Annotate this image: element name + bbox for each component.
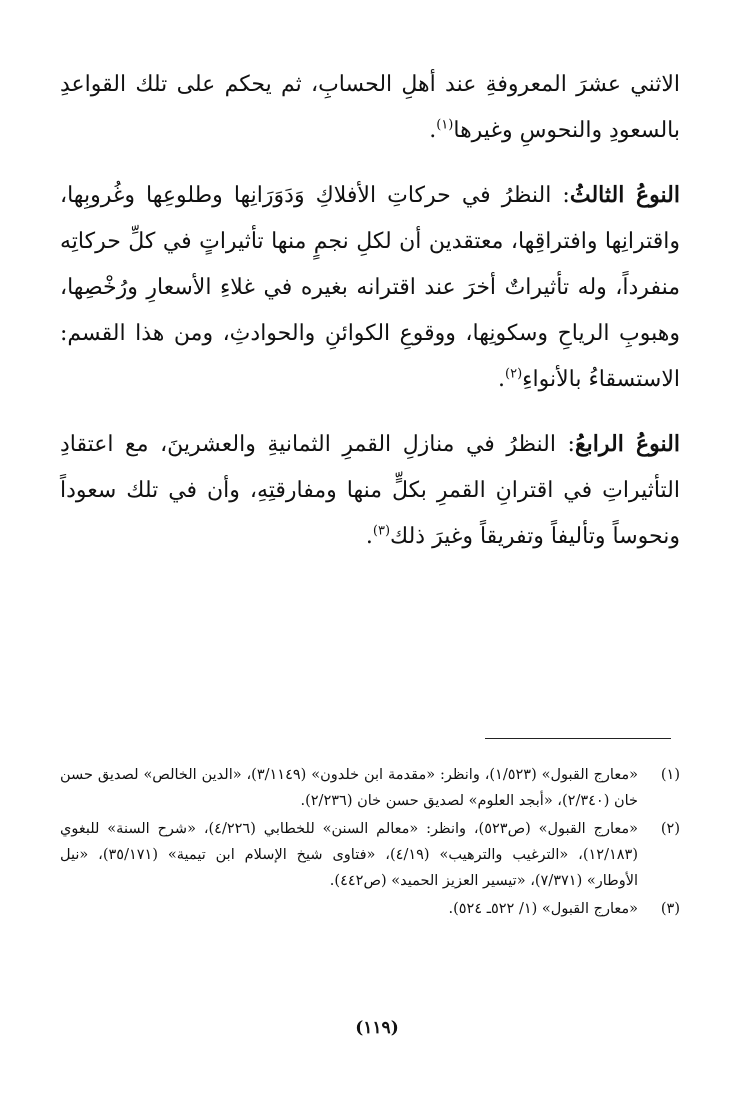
footnote-ref-2[interactable]: (٢) xyxy=(505,366,523,382)
footnote-2 xyxy=(60,816,680,894)
footnote-ref-1[interactable]: (١) xyxy=(436,117,454,133)
paragraph-1-end: . xyxy=(429,118,437,143)
footnote-text: «معارج القبول» (١/ ٥٢٢ـ ٥٢٤). xyxy=(448,901,638,917)
footnote-number: (١) xyxy=(660,767,680,783)
page-number: (١١٩) xyxy=(355,1018,399,1038)
paragraph-2-heading: النوعُ الثالثُ xyxy=(569,182,680,208)
paragraph-3-text: : النظرُ في منازلِ القمرِ الثمانيةِ والعشرينَ، مع اعتقادِ التأثيراتِ في اقترانِ القمرِ بكلٍّ منها ومفارقتِهِ، وأن في تلك سعوداً ونحوساً وتأليفاً وتفريقاً وغيرَ ذلك xyxy=(60,432,680,549)
footnote-ref-3[interactable]: (٣) xyxy=(372,523,391,539)
paragraph-2-text: : النظرُ في حركاتِ الأفلاكِ وَدَوَرَانِها وطلوعِها وغُروبِها، واقترانِها وافتراقِها، معتقدين أن لكلِ نجمٍ منها تأثيراتٍ في كلِّ حركاتِه منفرداً، وله تأثيراتٌ أخرَ عند اقترانه بغيره في غلاءِ الأسعارِ ورُخْصِها، وهبوبِ الرياحِ وسكونِها، ووقوعِ الكوائنِ والحوادثِ، ومن هذا القسم: الاستسقاءُ بالأنواءِ xyxy=(60,183,680,392)
main-text xyxy=(60,62,680,560)
paragraph-3-heading: النوعُ الرابعُ xyxy=(574,431,680,457)
footnote-1 xyxy=(60,762,680,814)
footnote-number: (٢) xyxy=(660,821,680,837)
paragraph-2-end: . xyxy=(498,367,505,392)
paragraph-1 xyxy=(60,62,680,154)
paragraph-2 xyxy=(60,172,680,403)
footnote-divider xyxy=(485,738,671,739)
footnote-3 xyxy=(60,896,680,922)
paragraph-1-text: الاثني عشرَ المعروفةِ عند أهلِ الحسابِ، ثم يحكم على تلك القواعدِ بالسعودِ والنحوسِ وغيرها xyxy=(60,72,680,143)
paragraph-3-end: . xyxy=(365,524,373,549)
footnote-number: (٣) xyxy=(660,901,680,917)
footnote-text: «معارج القبول» (ص٥٢٣)، وانظر: «معالم السنن» للخطابي (٤/٢٢٦)، «شرح السنة» للبغوي (١٢/١٨٣)، «الترغيب والترهيب» (٤/١٩)، «فتاوى شيخ الإسلام ابن تيمية» (٣٥/١٧١)، «نيل الأوطار» (٧/٣٧١)، «تيسير العزيز الحميد» (ص٤٤٢). xyxy=(60,821,638,889)
footnotes xyxy=(60,762,680,924)
footnote-text: «معارج القبول» (١/٥٢٣)، وانظر: «مقدمة ابن خلدون» (٣/١١٤٩)، «الدين الخالص» لصديق حسن خان (٢/٣٤٠)، «أبجد العلوم» لصديق حسن خان (٢/٢٣٦). xyxy=(60,767,638,809)
paragraph-3 xyxy=(60,421,680,560)
